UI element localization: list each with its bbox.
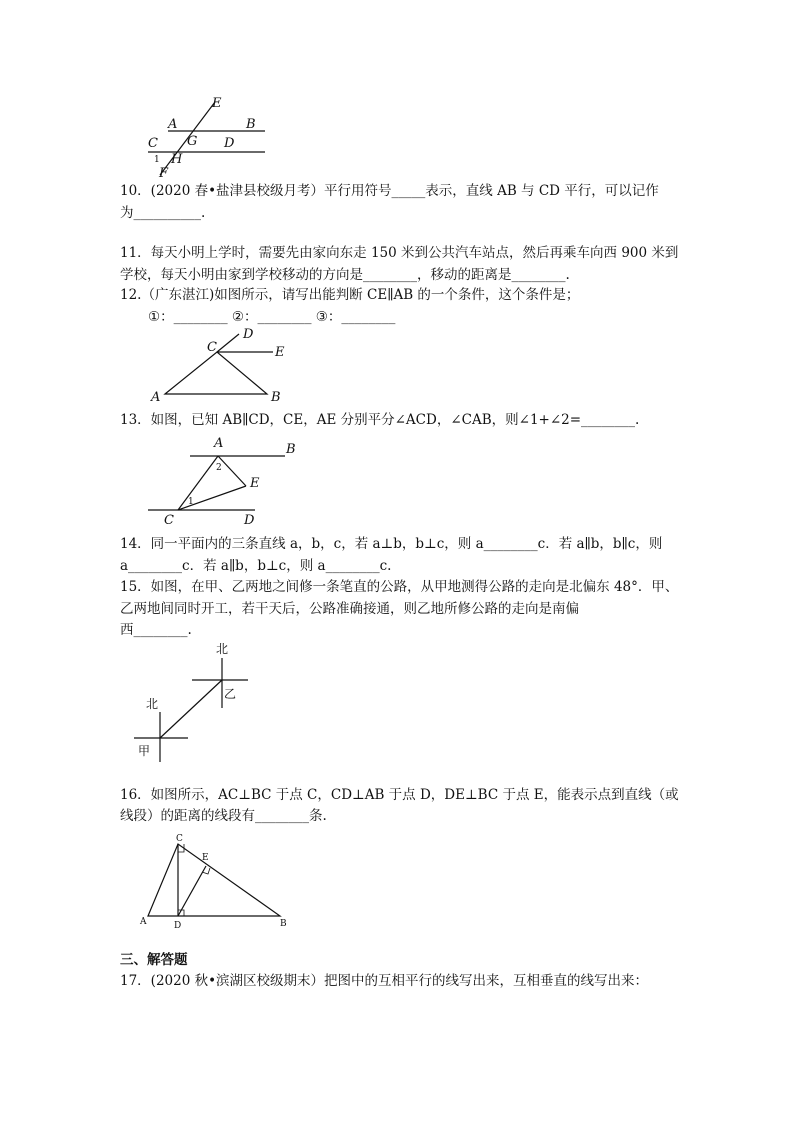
section-heading-answers: 三、解答题	[120, 952, 188, 968]
question-13-line-1: 13．如图，已知 AB∥CD，CE，AE 分别平分∠ACD，∠CAB，则∠1+∠2=________.	[120, 412, 640, 428]
label-b: B	[286, 442, 296, 457]
label-a: A	[214, 436, 224, 451]
label-a: A	[140, 917, 147, 927]
question-15-line-1: 15．如图，在甲、乙两地之间修一条笔直的公路，从甲地测得公路的走向是北偏东 48°．甲、	[120, 579, 679, 595]
question-10-line-2: 为__________.	[120, 205, 206, 221]
segment-ac	[178, 456, 218, 510]
question-15-line-2: 乙两地间同时开工，若干天后，公路准确接通，则乙地所修公路的走向是南偏	[120, 601, 579, 617]
question-14-line-2: a________c．若 a∥b，b⊥c，则 a________c.	[120, 558, 392, 574]
figure-q12-triangle	[145, 328, 305, 406]
label-yi: 乙	[224, 687, 237, 701]
label-e: E	[250, 476, 260, 491]
question-16-line-1: 16．如图所示，AC⊥BC 于点 C，CD⊥AB 于点 D，DE⊥BC 于点 E，能表示点到直线（或	[120, 787, 679, 803]
road-segment	[160, 680, 222, 738]
label-b: B	[280, 919, 287, 929]
label-angle-1: 1	[188, 497, 194, 507]
label-b: B	[271, 390, 281, 405]
label-b: B	[246, 117, 256, 132]
label-angle-1: 1	[154, 155, 160, 165]
label-f: F	[159, 166, 169, 181]
label-e: E	[212, 96, 222, 111]
ray-cd	[217, 334, 239, 352]
figure-q16-right-triangle	[138, 830, 298, 935]
question-14-line-1: 14．同一平面内的三条直线 a，b，c，若 a⊥b，b⊥c，则 a________c．若 a∥b，b∥c，则	[120, 536, 663, 552]
label-c: C	[148, 136, 158, 151]
label-h: H	[171, 152, 183, 167]
label-c: C	[207, 340, 217, 355]
label-e: E	[275, 345, 285, 360]
label-c: C	[176, 834, 183, 844]
question-11-line-2: 学校，每天小明由家到学校移动的方向是________，移动的距离是________.	[120, 267, 570, 283]
question-12-line-1: 12.（广东湛江)如图所示，请写出能判断 CE∥AB 的一个条件，这个条件是；	[120, 287, 580, 303]
label-d: D	[244, 513, 255, 528]
label-d: D	[243, 327, 254, 342]
label-north-jia: 北	[146, 697, 159, 711]
question-17-line-1: 17．(2020 秋•滨湖区校级期末）把图中的互相平行的线写出来，互相垂直的线写出来：	[120, 973, 649, 989]
label-a: A	[151, 390, 161, 405]
figure-q9-parallel-lines	[140, 95, 280, 180]
question-15-line-3: 西________.	[120, 622, 192, 638]
figure-q13-parallel-bisectors	[140, 432, 310, 530]
label-north-yi: 北	[216, 642, 229, 656]
label-angle-2: 2	[216, 463, 222, 473]
segment-de	[178, 866, 206, 916]
question-16-line-2: 线段）的距离的线段有________条.	[120, 808, 327, 824]
segment-ae	[218, 456, 246, 486]
triangle-acb	[148, 844, 280, 916]
triangle-abc	[165, 352, 267, 394]
question-11-line-1: 11．每天小明上学时，需要先由家向东走 150 米到公共汽车站点，然后再乘车向西 900 米到	[120, 245, 679, 261]
figure-q15-direction	[130, 640, 260, 765]
label-g: G	[187, 134, 198, 149]
label-c: C	[164, 513, 174, 528]
label-a: A	[168, 117, 178, 132]
label-jia: 甲	[138, 744, 151, 758]
label-d: D	[224, 136, 235, 151]
label-e: E	[202, 853, 209, 863]
question-12-line-2: ①：________ ②：________ ③：________	[148, 309, 396, 325]
question-10-line-1: 10．(2020 春•盐津县校级月考）平行用符号_____表示，直线 AB 与 CD 平行，可以记作	[120, 183, 659, 199]
label-d: D	[174, 921, 182, 931]
